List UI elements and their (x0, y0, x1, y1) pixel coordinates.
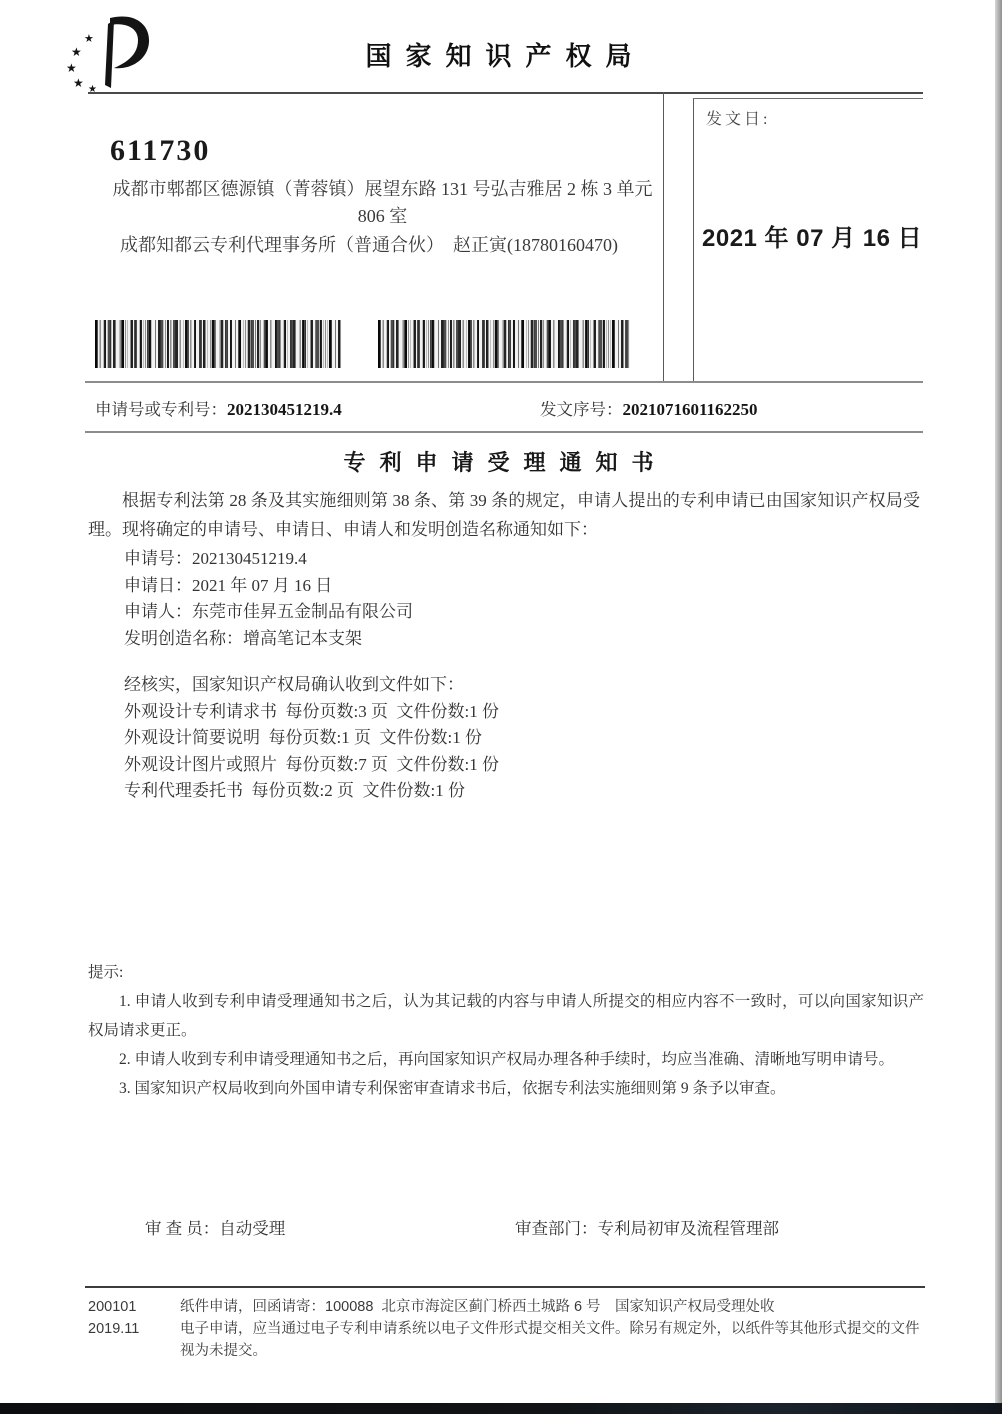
dispatch-box-left-border (693, 98, 694, 382)
header-divider (88, 92, 923, 94)
logo-star-icon: ★ (73, 76, 84, 90)
field-applicant: 申请人：东莞市佳昇五金制品有限公司 (124, 602, 413, 621)
received-doc-item: 专利代理委托书 每份页数:2 页 文件份数:1 份 (124, 781, 465, 800)
footer-codes (88, 1296, 139, 1340)
tip-item-1: 1. 申请人收到专利申请受理通知书之后，认为其记载的内容与申请人所提交的相应内容不一致时，可以向国家知识产权局请求更正。 (88, 993, 924, 1039)
received-doc-item: 外观设计图片或照片 每份页数:7 页 文件份数:1 份 (124, 754, 499, 774)
scan-bottom-band (0, 1403, 1002, 1414)
department-value: 专利局初审及流程管理部 (597, 1219, 779, 1238)
field-application-number: 申请号：202130451219.4 (124, 549, 307, 568)
footer-note-electronic: 电子申请，应当通过电子专利申请系统以电子文件形式提交相关文件。除另有规定外，以纸件等其他形式提交的文件视为未提交。 (180, 1321, 920, 1359)
barcode (378, 320, 630, 368)
application-number-pair (95, 396, 342, 420)
dispatch-box-outer-border (663, 92, 664, 382)
field-filing-date: 申请日：2021 年 07 月 16 日 (124, 575, 333, 595)
page-title: 国家知识产权局 (365, 42, 646, 71)
footer-form-code: 200101 (88, 1299, 137, 1315)
application-number-value: 202130451219.4 (227, 400, 342, 419)
examiner-pair (145, 1215, 285, 1239)
tip-item-3: 3. 国家知识产权局收到向外国申请专利保密审查请求书后，依据专利法实施细则第 9 条予以审查。 (119, 1080, 786, 1097)
serial-number-pair (540, 396, 758, 420)
address-line-1: 成都市郫都区德源镇（菁蓉镇）展望东路 131 号弘吉雅居 2 栋 3 单元 (112, 179, 653, 199)
agent-line: 成都知都云专利代理事务所（普通合伙） 赵正寅(18780160470) (120, 235, 618, 255)
received-doc-item: 外观设计专利请求书 每份页数:3 页 文件份数:1 份 (124, 701, 499, 721)
dispatch-date-value: 2021 年 07 月 16 日 (702, 225, 923, 252)
section-divider (85, 431, 923, 433)
logo-star-icon: ★ (88, 84, 97, 92)
logo-star-icon: ★ (71, 45, 82, 59)
serial-number-value: 2021071601162250 (622, 400, 758, 419)
footer-notes (180, 1296, 930, 1362)
received-documents (124, 672, 499, 805)
application-fields (124, 546, 413, 652)
footer-form-date: 2019.11 (88, 1321, 140, 1337)
application-number-label: 申请号或专利号： (95, 400, 227, 419)
received-intro: 经核实，国家知识产权局确认收到文件如下： (124, 675, 464, 694)
footer-divider (85, 1286, 925, 1288)
examiner-value: 自动受理 (219, 1219, 286, 1238)
tips-heading: 提示: (88, 964, 124, 981)
notice-title: 专利申请受理通知书 (343, 450, 668, 475)
received-doc-item: 外观设计简要说明 每份页数:1 页 文件份数:1 份 (124, 728, 482, 747)
department-label: 审查部门： (515, 1219, 598, 1238)
notice-intro: 根据专利法第 28 条及其实施细则第 38 条、第 39 条的规定，申请人提出的专利申请已由国家知识产权局受理。现将确定的申请号、申请日、申请人和发明创造名称通知如下： (88, 491, 920, 539)
address-line-2: 806 室 (357, 206, 408, 226)
tips-section (88, 958, 924, 1103)
barcode (95, 320, 341, 368)
field-invention-title: 发明创造名称：增高笔记本支架 (124, 628, 362, 648)
scan-edge-shadow (995, 0, 1002, 1406)
examiner-label: 审 查 员： (145, 1219, 220, 1238)
recipient-address (95, 176, 670, 230)
logo-star-icon: ★ (84, 33, 94, 45)
section-divider (85, 381, 923, 383)
department-pair (515, 1215, 779, 1239)
postal-code: 611730 (110, 134, 211, 167)
footer-note-paper: 纸件申请，回函请寄：100088 北京市海淀区蓟门桥西土城路 6 号 国家知识产权局受理处收 (180, 1299, 775, 1315)
serial-number-label: 发文序号： (540, 400, 623, 419)
dispatch-box-top-border (693, 98, 923, 99)
tip-item-2: 2. 申请人收到专利申请受理通知书之后，再向国家知识产权局办理各种手续时，均应当准确、清晰地写明申请号。 (119, 1051, 895, 1068)
logo-star-icon: ★ (66, 61, 77, 75)
dispatch-date-label: 发文日: (706, 111, 771, 128)
